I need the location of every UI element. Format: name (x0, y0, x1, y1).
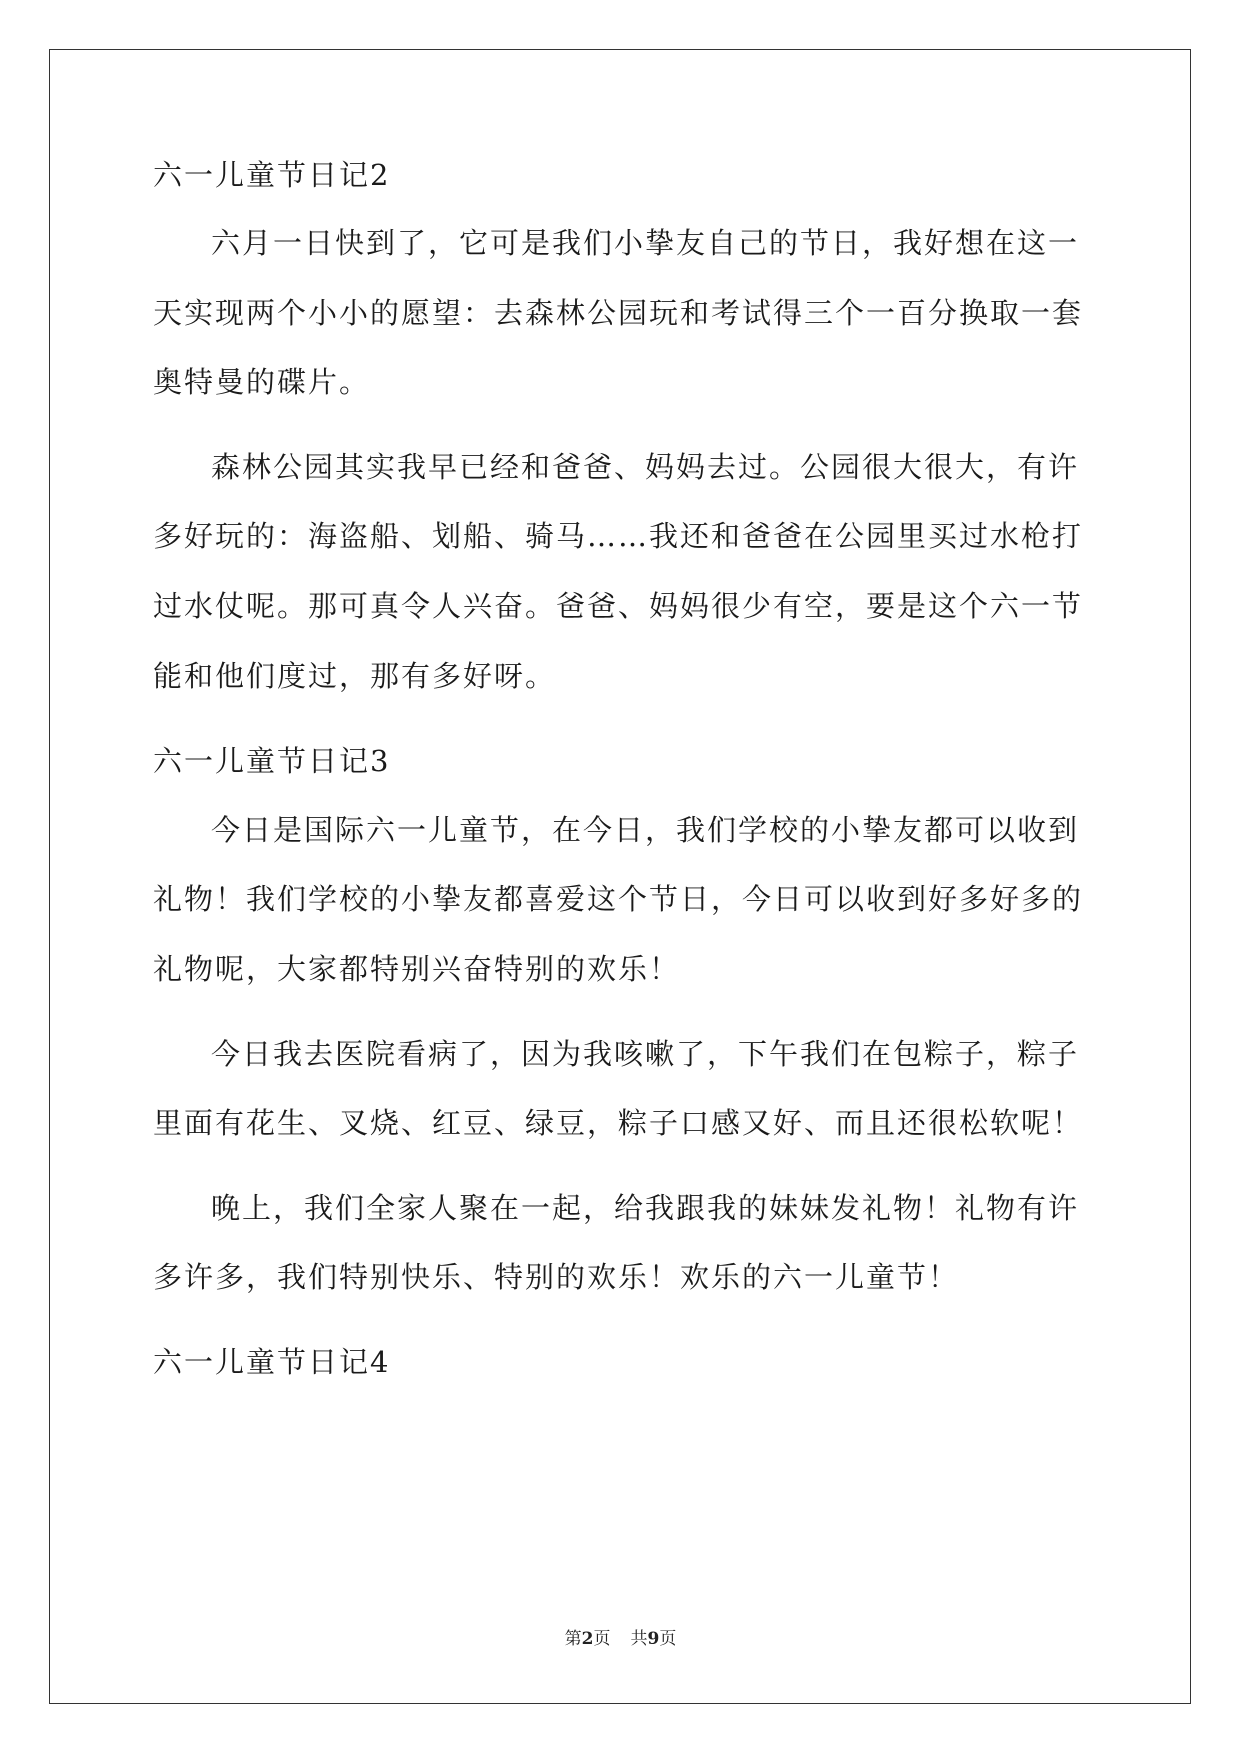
current-page-number: 2 (581, 1629, 594, 1649)
paragraph-line: 今日我去医院看病了，因为我咳嗽了，下午我们在包粽子，粽子 (211, 1037, 1080, 1071)
page-unit: 页 (593, 1629, 611, 1649)
section-heading: 六一儿童节日记3 (153, 744, 391, 778)
paragraph-line: 今日是国际六一儿童节，在今日，我们学校的小挚友都可以收到 (211, 813, 1080, 847)
paragraph-line: 过水仗呢。那可真令人兴奋。爸爸、妈妈很少有空，要是这个六一节 (153, 589, 1084, 623)
paragraph-line: 礼物！我们学校的小挚友都喜爱这个节日，今日可以收到好多好多的 (153, 882, 1084, 916)
paragraph-line: 晚上，我们全家人聚在一起，给我跟我的妹妹发礼物！礼物有许 (211, 1191, 1080, 1225)
paragraph-line: 多好玩的：海盗船、划船、骑马……我还和爸爸在公园里买过水枪打 (153, 519, 1084, 553)
paragraph-line: 奥特曼的碟片。 (153, 365, 371, 399)
paragraph-line: 天实现两个小小的愿望：去森林公园玩和考试得三个一百分换取一套 (153, 296, 1084, 330)
paragraph-line: 六月一日快到了，它可是我们小挚友自己的节日，我好想在这一 (211, 226, 1080, 260)
paragraph-line: 能和他们度过，那有多好呀。 (153, 659, 557, 693)
paragraph-line: 里面有花生、叉烧、红豆、绿豆，粽子口感又好、而且还很松软呢！ (153, 1106, 1084, 1140)
total-prefix: 共 (630, 1629, 648, 1649)
total-unit: 页 (659, 1629, 677, 1649)
page-prefix: 第 (564, 1629, 582, 1649)
section-heading: 六一儿童节日记2 (153, 158, 391, 192)
paragraph-line: 多许多，我们特别快乐、特别的欢乐！欢乐的六一儿童节！ (153, 1260, 960, 1294)
page-footer (0, 1628, 1241, 1650)
section-heading: 六一儿童节日记4 (153, 1345, 391, 1379)
paragraph-line: 森林公园其实我早已经和爸爸、妈妈去过。公园很大很大，有许 (211, 450, 1080, 484)
paragraph-line: 礼物呢，大家都特别兴奋特别的欢乐！ (153, 952, 681, 986)
total-page-number: 9 (647, 1629, 660, 1649)
